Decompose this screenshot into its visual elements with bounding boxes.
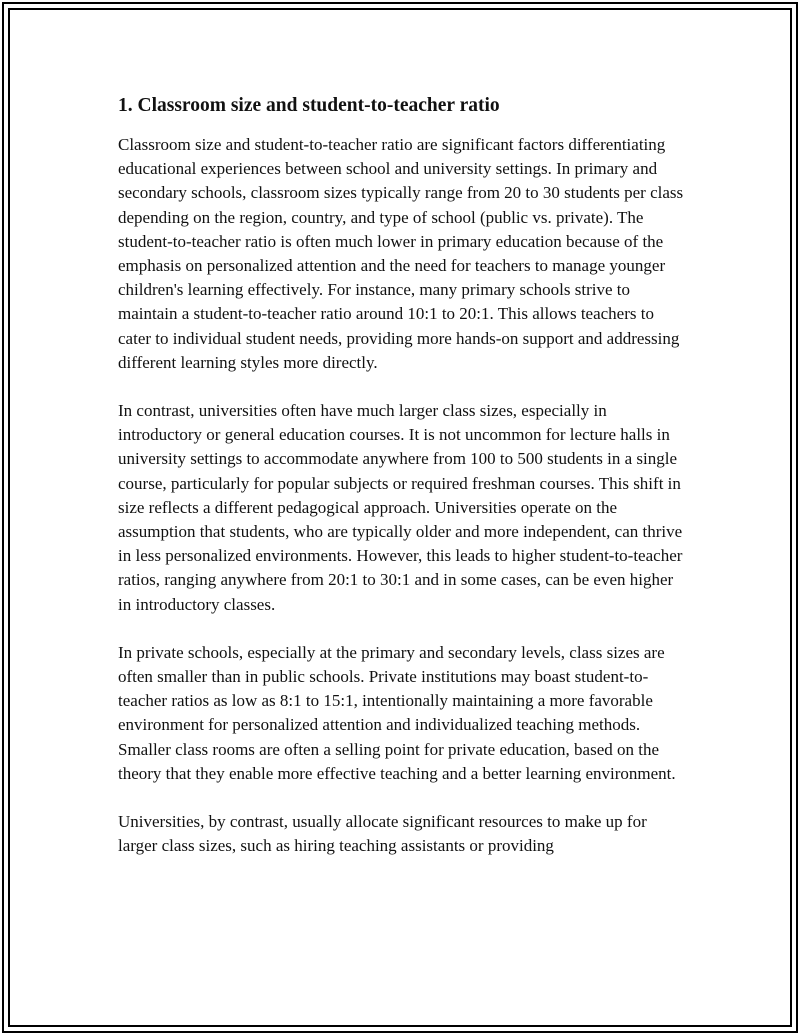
paragraph-3: In private schools, especially at the primary and secondary levels, class sizes are often smaller than in public schools. Private institutions may boast student-to-teacher ratios as low as 8:1 to 15:1, intentionally maintaining a more favorable environment for personalized attention and individualized teaching methods. Smaller class rooms are often a selling point for private education, based on the theory that they enable more effective teaching and a better learning environment. (118, 642, 676, 783)
document-body (118, 93, 690, 882)
section-heading: 1. Classroom size and student-to-teacher ratio (118, 95, 500, 116)
paragraph-1: Classroom size and student-to-teacher ratio are significant factors differentiating educational experiences between school and university settings. In primary and secondary schools, classroom sizes typically range from 20 to 30 students per class depending on the region, country, and type of school (public vs. private). The student-to-teacher ratio is often much lower in primary education because of the emphasis on personalized attention and the need for teachers to manage younger children's learning effectively. For instance, many primary schools strive to maintain a student-to-teacher ratio around 10:1 to 20:1. This allows teachers to cater to individual student needs, providing more hands-on support and addressing different learning styles more directly. (118, 135, 684, 372)
paragraph-2: In contrast, universities often have much larger class sizes, especially in introductory or general education courses. It is not uncommon for lecture halls in university settings to accommodate anywhere from 100 to 500 students in a single course, particularly for popular subjects or required freshman courses. This shift in size reflects a different pedagogical approach. Universities operate on the assumption that students, who are typically older and more independent, can thrive in less personalized environments. However, this leads to higher student-to-teacher ratios, ranging anywhere from 20:1 to 30:1 and in some cases, can be even higher in introductory classes. (118, 401, 683, 614)
paragraph-4: Universities, by contrast, usually allocate significant resources to make up for larger class sizes, such as hiring teaching assistants or providing (118, 812, 647, 856)
